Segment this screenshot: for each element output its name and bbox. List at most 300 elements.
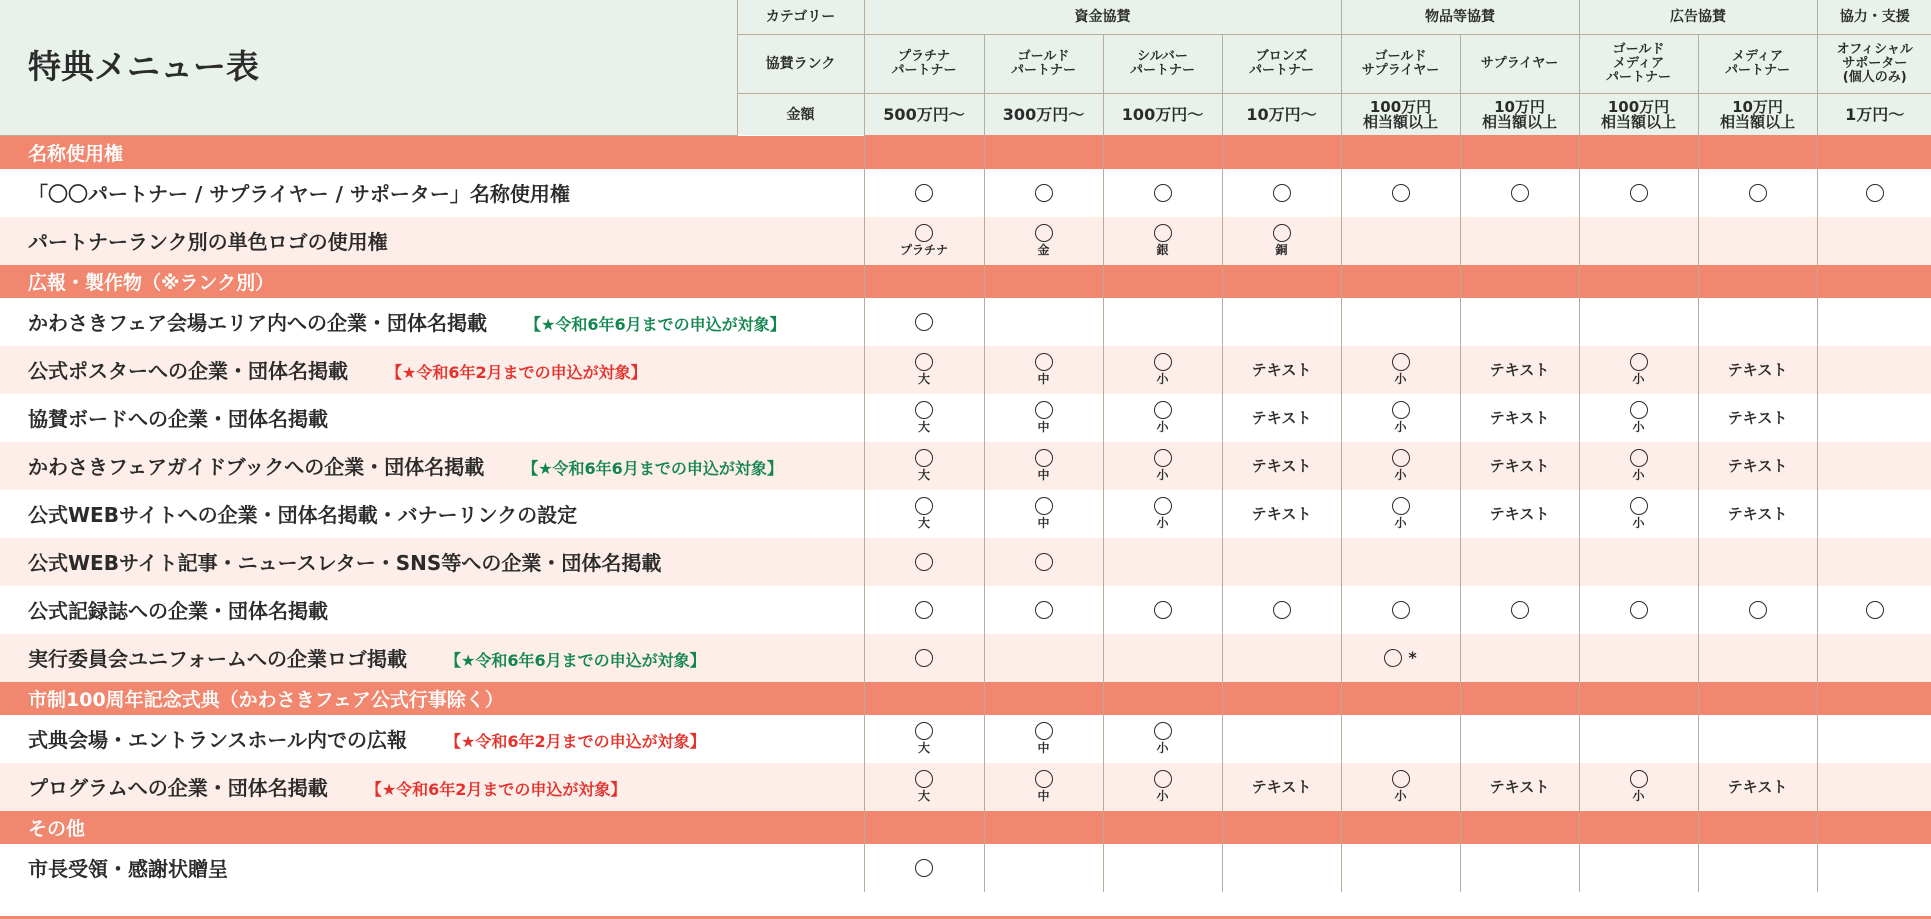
asterisk-mark: * xyxy=(1408,648,1417,667)
rank-name-line: サポーター xyxy=(1842,56,1908,71)
benefit-cell xyxy=(1460,490,1579,538)
benefit-cell xyxy=(1579,715,1698,763)
section-header-cell xyxy=(984,682,1103,715)
text-mark: テキスト xyxy=(1251,778,1312,796)
benefit-label-cell xyxy=(0,490,864,538)
rank-cell xyxy=(984,35,1103,94)
deadline-note: 【★令和6年6月までの申込が対象】 xyxy=(525,315,786,334)
circle-mark-icon xyxy=(915,859,933,877)
section-header-cell xyxy=(1341,135,1460,169)
benefit-cell xyxy=(1341,442,1460,490)
circle-mark-icon xyxy=(915,770,933,788)
text-mark: テキスト xyxy=(1251,361,1312,379)
section-header-cell xyxy=(1579,811,1698,844)
benefit-row xyxy=(0,490,1931,538)
circle-mark-icon xyxy=(1035,353,1053,371)
circle-mark-icon xyxy=(1154,353,1172,371)
benefit-cell xyxy=(1103,763,1222,811)
section-header-cell xyxy=(1222,265,1341,298)
section-header-cell xyxy=(864,811,984,844)
benefit-label-cell xyxy=(0,169,864,217)
circle-with-size xyxy=(1035,497,1053,530)
benefit-cell xyxy=(864,394,984,442)
rank-name-line: シルバー xyxy=(1137,49,1188,64)
rank-name-line: パートナー xyxy=(1605,70,1671,85)
benefit-cell xyxy=(1579,217,1698,265)
benefit-cell xyxy=(864,844,984,892)
amount-cell xyxy=(864,94,984,136)
benefit-cell xyxy=(1103,586,1222,634)
size-label: 小 xyxy=(1394,467,1407,482)
rank-name-line: パートナー xyxy=(1724,63,1790,78)
section-header-cell xyxy=(1103,265,1222,298)
benefit-cell xyxy=(1817,844,1931,892)
size-label: 大 xyxy=(917,371,930,386)
circle-mark-icon xyxy=(1866,601,1884,619)
benefit-cell xyxy=(1103,217,1222,265)
benefit-cell xyxy=(1222,298,1341,346)
circle-with-size xyxy=(1154,497,1172,530)
benefit-cell xyxy=(1698,586,1817,634)
benefit-cell xyxy=(1817,394,1931,442)
section-header-cell xyxy=(1460,265,1579,298)
circle-mark-icon xyxy=(1273,224,1291,242)
circle-with-size xyxy=(1154,770,1172,803)
benefit-label: 公式記録誌への企業・団体名掲載 xyxy=(28,599,328,623)
benefit-row xyxy=(0,844,1931,892)
benefit-label-cell xyxy=(0,715,864,763)
deadline-note: 【★令和6年2月までの申込が対象】 xyxy=(386,363,647,382)
size-label: 大 xyxy=(917,740,930,755)
benefit-cell xyxy=(864,586,984,634)
benefit-cell xyxy=(1103,844,1222,892)
section-title: 広報・製作物（※ランク別） xyxy=(0,265,864,298)
benefit-cell xyxy=(1222,634,1341,682)
circle-mark-icon xyxy=(915,353,933,371)
section-header xyxy=(0,265,1931,298)
section-header-cell xyxy=(1698,811,1817,844)
circle-mark-icon xyxy=(1154,770,1172,788)
rank-name-line: オフィシャル xyxy=(1836,42,1913,57)
amount-line: 500万円～ xyxy=(883,105,965,124)
rank-name-line: パートナー xyxy=(1248,63,1314,78)
circle-mark-icon xyxy=(1154,497,1172,515)
circle-mark-icon xyxy=(1035,722,1053,740)
circle-with-size xyxy=(1273,224,1291,257)
amount-cell xyxy=(1103,94,1222,136)
benefit-cell xyxy=(1341,763,1460,811)
rank-cell xyxy=(1103,35,1222,94)
benefit-cell xyxy=(1698,715,1817,763)
circle-mark-icon xyxy=(1392,770,1410,788)
deadline-note: 【★令和6年6月までの申込が対象】 xyxy=(445,651,706,670)
benefit-cell xyxy=(1579,169,1698,217)
amount-cell xyxy=(1341,94,1460,136)
circle-mark-icon xyxy=(915,649,933,667)
section-header-cell xyxy=(1698,135,1817,169)
circle-mark-icon xyxy=(1154,401,1172,419)
benefit-cell xyxy=(1222,346,1341,394)
benefit-row xyxy=(0,538,1931,586)
circle-with-size xyxy=(1630,497,1648,530)
benefit-cell xyxy=(1817,217,1931,265)
circle-with-size xyxy=(1035,722,1053,755)
section-header-cell xyxy=(1817,811,1931,844)
amount-line: 100万円 xyxy=(1607,97,1670,116)
benefit-cell xyxy=(1817,346,1931,394)
benefit-cell xyxy=(864,217,984,265)
circle-mark-icon xyxy=(1511,184,1529,202)
text-mark: テキスト xyxy=(1489,505,1550,523)
group-buppin: 物品等協賛 xyxy=(1341,0,1579,35)
benefit-cell xyxy=(984,586,1103,634)
size-label: 中 xyxy=(1037,515,1050,530)
circle-mark-icon xyxy=(1035,497,1053,515)
benefit-cell xyxy=(1460,169,1579,217)
size-label: 中 xyxy=(1037,419,1050,434)
benefit-cell xyxy=(1579,490,1698,538)
benefit-cell xyxy=(1341,634,1460,682)
benefit-cell xyxy=(1579,538,1698,586)
benefit-label: かわさきフェア会場エリア内への企業・団体名掲載 xyxy=(28,311,487,335)
size-label: 小 xyxy=(1156,515,1169,530)
circle-mark-icon xyxy=(915,224,933,242)
circle-mark-icon xyxy=(1154,601,1172,619)
section-header-cell xyxy=(984,265,1103,298)
benefit-row xyxy=(0,346,1931,394)
section-header-cell xyxy=(1103,811,1222,844)
circle-with-size xyxy=(915,722,933,755)
benefit-row xyxy=(0,634,1931,682)
text-mark: テキスト xyxy=(1489,409,1550,427)
benefit-cell xyxy=(1817,763,1931,811)
size-label: 大 xyxy=(917,515,930,530)
benefit-cell xyxy=(1460,844,1579,892)
benefit-cell xyxy=(1103,442,1222,490)
benefit-cell xyxy=(1222,715,1341,763)
benefit-label: 実行委員会ユニフォームへの企業ロゴ掲載 xyxy=(28,647,407,671)
circle-with-size xyxy=(915,353,933,386)
benefit-cell xyxy=(864,634,984,682)
page-title: 特典メニュー表 xyxy=(0,0,737,135)
benefit-label: 市長受領・感謝状贈呈 xyxy=(28,857,228,881)
amount-cell xyxy=(1579,94,1698,136)
text-mark: テキスト xyxy=(1727,457,1788,475)
rank-name-line: ゴールド xyxy=(1374,49,1427,64)
benefit-cell xyxy=(864,442,984,490)
rank-name-line: ゴールド xyxy=(1017,49,1070,64)
size-label: 小 xyxy=(1394,371,1407,386)
rank-cell xyxy=(1817,35,1931,94)
benefit-cell xyxy=(1222,538,1341,586)
benefit-label: 式典会場・エントランスホール内での広報 xyxy=(28,728,407,752)
benefit-cell xyxy=(1698,217,1817,265)
deadline-note: 【★令和6年6月までの申込が対象】 xyxy=(522,459,783,478)
benefit-cell xyxy=(1222,586,1341,634)
benefit-cell xyxy=(1817,715,1931,763)
rank-name-line: メディア xyxy=(1613,56,1664,71)
benefit-cell xyxy=(1341,217,1460,265)
size-label: 小 xyxy=(1632,467,1645,482)
rank-name-line: プラチナ xyxy=(897,49,950,64)
circle-mark-icon xyxy=(1392,601,1410,619)
benefit-cell xyxy=(1460,346,1579,394)
benefit-cell xyxy=(1698,538,1817,586)
amount-cell xyxy=(1698,94,1817,136)
header-row-category xyxy=(0,0,1931,35)
size-label: 大 xyxy=(917,788,930,803)
section-header-cell xyxy=(1222,135,1341,169)
benefit-cell xyxy=(1341,394,1460,442)
circle-mark-icon xyxy=(1035,401,1053,419)
benefit-cell xyxy=(1460,217,1579,265)
size-label: 小 xyxy=(1632,419,1645,434)
circle-with-size xyxy=(1392,401,1410,434)
size-label: 中 xyxy=(1037,740,1050,755)
benefit-cell xyxy=(984,442,1103,490)
circle-mark-icon xyxy=(915,553,933,571)
circle-mark-icon xyxy=(1749,601,1767,619)
circle-mark-icon xyxy=(1035,449,1053,467)
section-title: 名称使用権 xyxy=(0,135,864,169)
section-header-cell xyxy=(1817,682,1931,715)
rank-cell xyxy=(1579,35,1698,94)
amount-label: 金額 xyxy=(737,94,864,136)
circle-mark-icon xyxy=(1035,601,1053,619)
benefit-cell xyxy=(1222,394,1341,442)
benefit-cell xyxy=(1341,844,1460,892)
section-header xyxy=(0,135,1931,169)
benefit-cell xyxy=(1222,763,1341,811)
benefit-cell xyxy=(1817,586,1931,634)
rank-name-line: (個人のみ) xyxy=(1842,70,1907,85)
benefit-label-cell xyxy=(0,634,864,682)
section-header-cell xyxy=(1103,682,1222,715)
benefit-row xyxy=(0,763,1931,811)
benefit-label-cell xyxy=(0,217,864,265)
section-header-cell xyxy=(1103,135,1222,169)
circle-with-size xyxy=(1392,770,1410,803)
size-label: 大 xyxy=(917,467,930,482)
text-mark: テキスト xyxy=(1727,505,1788,523)
section-header-cell xyxy=(1698,682,1817,715)
text-mark: テキスト xyxy=(1727,361,1788,379)
circle-mark-icon xyxy=(1630,601,1648,619)
benefit-cell xyxy=(1579,586,1698,634)
circle-with-size xyxy=(915,497,933,530)
benefit-label-cell xyxy=(0,298,864,346)
benefit-label: 「〇〇パートナー / サプライヤー / サポーター」名称使用権 xyxy=(28,182,570,206)
circle-mark-icon xyxy=(1154,449,1172,467)
benefit-cell xyxy=(1460,538,1579,586)
benefit-cell xyxy=(1817,169,1931,217)
benefit-cell xyxy=(984,763,1103,811)
text-mark: テキスト xyxy=(1251,457,1312,475)
circle-with-size xyxy=(1630,401,1648,434)
benefit-row xyxy=(0,394,1931,442)
benefit-cell xyxy=(864,490,984,538)
benefit-cell xyxy=(1222,169,1341,217)
benefit-label: 公式WEBサイト記事・ニュースレター・SNS等への企業・団体名掲載 xyxy=(28,551,662,575)
benefit-label: 公式WEBサイトへの企業・団体名掲載・バナーリンクの設定 xyxy=(28,503,578,527)
group-shikin: 資金協賛 xyxy=(864,0,1341,35)
circle-mark-icon xyxy=(915,313,933,331)
size-label: 中 xyxy=(1037,467,1050,482)
rank-name-line: ゴールド xyxy=(1612,42,1665,57)
size-label: 中 xyxy=(1037,371,1050,386)
rank-cell xyxy=(864,35,984,94)
benefit-cell xyxy=(1103,538,1222,586)
benefit-cell xyxy=(1698,394,1817,442)
benefit-cell xyxy=(1460,394,1579,442)
text-mark: テキスト xyxy=(1251,409,1312,427)
benefit-cell xyxy=(1579,844,1698,892)
benefit-cell xyxy=(1460,634,1579,682)
rank-cell xyxy=(1698,35,1817,94)
benefit-cell xyxy=(1341,490,1460,538)
benefit-cell xyxy=(1579,763,1698,811)
section-header-cell xyxy=(984,811,1103,844)
circle-mark-icon xyxy=(1392,184,1410,202)
benefit-cell xyxy=(1817,490,1931,538)
benefit-cell xyxy=(1341,346,1460,394)
circle-mark-icon xyxy=(1273,184,1291,202)
benefit-cell xyxy=(1103,394,1222,442)
benefit-cell xyxy=(864,763,984,811)
circle-mark-icon xyxy=(915,449,933,467)
benefit-cell xyxy=(1460,442,1579,490)
benefit-cell xyxy=(1222,442,1341,490)
benefit-row xyxy=(0,169,1931,217)
benefit-label: 協賛ボードへの企業・団体名掲載 xyxy=(28,407,328,431)
size-label: 大 xyxy=(917,419,930,434)
circle-mark-icon xyxy=(1630,497,1648,515)
section-header-cell xyxy=(1579,135,1698,169)
benefit-row xyxy=(0,217,1931,265)
circle-mark-icon xyxy=(1035,553,1053,571)
text-mark: テキスト xyxy=(1489,361,1550,379)
size-label: 小 xyxy=(1156,788,1169,803)
amount-line: 10万円 xyxy=(1494,97,1545,116)
benefit-row xyxy=(0,715,1931,763)
benefit-cell xyxy=(984,490,1103,538)
section-header-cell xyxy=(1341,265,1460,298)
amount-line: 10万円～ xyxy=(1246,105,1317,124)
benefit-cell xyxy=(864,715,984,763)
benefit-cell xyxy=(864,346,984,394)
circle-mark-icon xyxy=(1384,649,1402,667)
benefit-cell xyxy=(984,715,1103,763)
circle-with-size xyxy=(1392,353,1410,386)
benefit-cell xyxy=(1460,715,1579,763)
circle-mark-icon xyxy=(1154,224,1172,242)
benefit-cell xyxy=(1817,442,1931,490)
benefit-cell xyxy=(1698,169,1817,217)
benefit-label-cell xyxy=(0,346,864,394)
benefit-cell xyxy=(1460,586,1579,634)
circle-mark-icon xyxy=(915,184,933,202)
rank-cell xyxy=(1460,35,1579,94)
circle-with-size xyxy=(1154,224,1172,257)
circle-mark-icon xyxy=(1392,401,1410,419)
amount-line: 300万円～ xyxy=(1002,105,1085,124)
benefit-cell xyxy=(984,844,1103,892)
size-label: 小 xyxy=(1156,467,1169,482)
benefit-cell xyxy=(1579,442,1698,490)
circle-mark-icon xyxy=(1511,601,1529,619)
rank-name-line: サプライヤー xyxy=(1361,63,1440,78)
circle-with-size xyxy=(915,401,933,434)
size-label: 小 xyxy=(1156,371,1169,386)
rank-cell xyxy=(1341,35,1460,94)
circle-with-size xyxy=(1630,353,1648,386)
benefit-cell xyxy=(1579,346,1698,394)
size-label: 小 xyxy=(1632,371,1645,386)
text-mark: テキスト xyxy=(1727,778,1788,796)
circle-mark-icon xyxy=(1035,224,1053,242)
circle-mark-icon xyxy=(1630,770,1648,788)
deadline-note: 【★令和6年2月までの申込が対象】 xyxy=(445,732,706,751)
benefit-cell xyxy=(984,217,1103,265)
section-header-cell xyxy=(1460,135,1579,169)
circle-mark-icon xyxy=(1630,401,1648,419)
section-header-cell xyxy=(1222,811,1341,844)
section-header-cell xyxy=(1579,265,1698,298)
section-header-cell xyxy=(1698,265,1817,298)
benefit-cell xyxy=(1341,586,1460,634)
size-label: 小 xyxy=(1632,515,1645,530)
size-label: 銀 xyxy=(1156,242,1169,257)
benefit-cell xyxy=(1103,169,1222,217)
circle-with-size xyxy=(900,224,948,257)
size-label: 中 xyxy=(1037,788,1050,803)
benefit-label-cell xyxy=(0,442,864,490)
benefit-cell xyxy=(1817,298,1931,346)
category-label: カテゴリー xyxy=(737,0,864,35)
circle-mark-icon xyxy=(1154,722,1172,740)
size-label: 銅 xyxy=(1275,242,1288,257)
circle-with-size xyxy=(1392,497,1410,530)
benefit-cell xyxy=(1341,169,1460,217)
benefit-row xyxy=(0,442,1931,490)
amount-line: 相当額以上 xyxy=(1362,112,1438,131)
benefit-cell xyxy=(984,538,1103,586)
circle-with-size xyxy=(1630,449,1648,482)
benefit-cell xyxy=(1222,490,1341,538)
benefit-cell xyxy=(1698,298,1817,346)
benefit-label-cell xyxy=(0,844,864,892)
circle-mark-icon xyxy=(1630,449,1648,467)
benefit-label-cell xyxy=(0,538,864,586)
amount-line: 相当額以上 xyxy=(1719,112,1795,131)
section-header-cell xyxy=(1817,265,1931,298)
amount-line: 100万円 xyxy=(1369,97,1432,116)
circle-mark-icon xyxy=(1035,184,1053,202)
benefit-cell xyxy=(1341,538,1460,586)
size-label: 小 xyxy=(1156,419,1169,434)
benefit-cell xyxy=(1817,538,1931,586)
section-header-cell xyxy=(864,265,984,298)
section-header-cell xyxy=(984,135,1103,169)
section-header-cell xyxy=(1579,682,1698,715)
text-mark: テキスト xyxy=(1727,409,1788,427)
section-header-cell xyxy=(864,135,984,169)
circle-with-size xyxy=(915,770,933,803)
size-label: 小 xyxy=(1394,419,1407,434)
size-label: 小 xyxy=(1394,515,1407,530)
section-header-cell xyxy=(1817,135,1931,169)
circle-mark-icon xyxy=(1154,184,1172,202)
